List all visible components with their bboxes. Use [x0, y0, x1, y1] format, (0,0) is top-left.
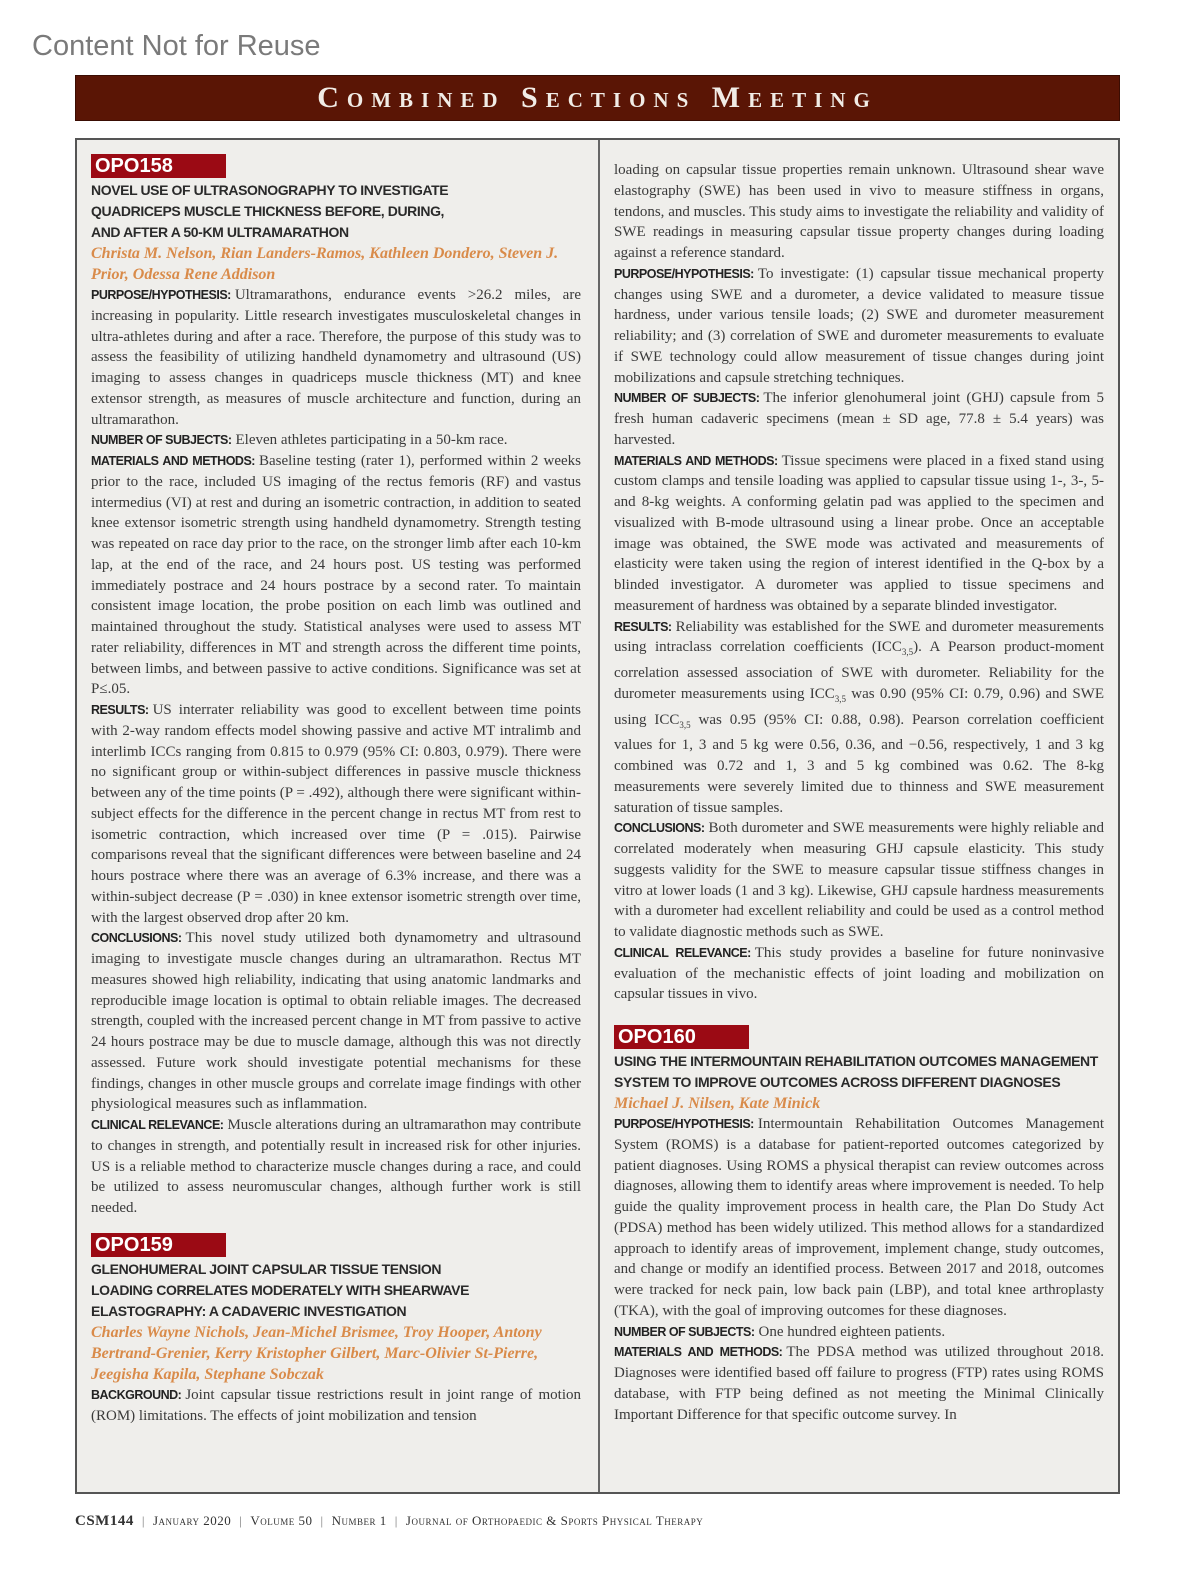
banner-title: Combined Sections Meeting	[317, 81, 878, 114]
section-subjects	[614, 388, 1104, 450]
section-results	[614, 617, 1104, 819]
section-label: CLINICAL RELEVANCE:	[91, 1118, 224, 1132]
section-text: Muscle alterations during an ultramarathon may contribute to changes in strength, and potentially result in increased risk for other injuries. US is a reliable method to characterize muscle changes during a race, and could be utilized to assess neuromuscular changes, although further work is still needed.	[91, 1117, 581, 1216]
section-text: One hundred eighteen patients.	[758, 1323, 946, 1340]
section-label: PURPOSE/HYPOTHESIS:	[614, 1117, 754, 1131]
section-text: ). A Pearson product-moment correlation assessed association of SWE with durometer. Reliability for the durometer measurements using ICC	[614, 639, 1105, 702]
section-label: PURPOSE/HYPOTHESIS:	[614, 266, 754, 281]
column-divider	[598, 140, 600, 1492]
abstract-opo159-cont	[614, 160, 1104, 1005]
section-label: NUMBER OF SUBJECTS:	[614, 1324, 755, 1339]
section-purpose	[91, 285, 581, 430]
section-label: NUMBER OF SUBJECTS:	[614, 391, 760, 406]
section-text: US interrater reliability was good to excellent between time points with 2-way random effects model showing passive and active MT intralimb and interlimb ICCs ranging from 0.815 to 0.979 (95% CI: 0.803, 0.979). There were no significant group or within-subject differences in passive muscle thickness between any of the time points (P = .492), although there were significant within-subject effects for the difference in the percent change in rectus MT from rest to isometric contraction, which increased over time (P = .015). Pairwise comparisons reveal that the significant differences were between baseline and 24 hours postrace where there was an average of 6.3% increase, and there was a within-subject decrease (P = .030) in knee extensor isometric strength over time, with the largest observed drop after 20 km.	[91, 702, 581, 926]
page-number: CSM144	[75, 1513, 134, 1529]
section-label: RESULTS:	[614, 619, 672, 634]
section-label: MATERIALS AND METHODS:	[91, 454, 255, 468]
section-conclusions	[91, 928, 581, 1115]
issue-date: January 2020	[152, 1513, 232, 1528]
section-text: Tissue specimens were placed in a fixed stand using custom clamps and tensile loading was applied to capsular tissue using 1-, 3-, 5- and 8-kg weights. A conforming gelatin pad was applied to the specimen and visualized with B-mode ultrasound using a linear probe. Once an acceptable image was obtained, the SWE mode was activated and measurements of elasticity were taken using the region of interest identified in the Q-box by a blinded investigator. A durometer was applied to tissue specimens and measurement of hardness was obtained by a separate blinded investigator.	[614, 452, 1104, 614]
section-results	[91, 700, 581, 928]
section-label: BACKGROUND:	[91, 1387, 182, 1402]
section-background-continued: loading on capsular tissue properties remain unknown. Ultrasound shear wave elastography (SWE) has been used in vivo to measure stiffness in organs, tendons, and muscles. This study aims to investigate the reliability and validity of SWE readings in measuring capsular tissue property changes during loading against a reference standard.	[614, 162, 1104, 261]
section-label: CONCLUSIONS:	[91, 931, 182, 946]
subscript: 3,5	[679, 719, 691, 730]
section-clinical-relevance	[614, 943, 1104, 1005]
section-label: PURPOSE/HYPOTHESIS:	[91, 288, 231, 302]
section-text: Eleven athletes participating in a 50-km race.	[235, 432, 508, 449]
section-background	[91, 1385, 581, 1427]
section-text: Reliability was established for the SWE and durometer measurements using intraclass correlation coefficients (ICC	[614, 618, 1104, 656]
section-text: Joint capsular tissue restrictions result in joint range of motion (ROM) limitations. The effects of joint mobilization and tension	[91, 1386, 581, 1424]
section-text: To investigate: (1) capsular tissue mechanical property changes using SWE and a durometer, a device validated to measure tissue hardness, under various tensile loads; (2) SWE and durometer measurement reliability; and (3) correlation of SWE and durometer measurements to evaluate if SWE technology could allow measurement of tissue changes during joint mobilizations and capsule stretching techniques.	[614, 265, 1104, 386]
right-column	[614, 160, 1104, 1439]
abstract-title: GLENOHUMERAL JOINT CAPSULAR TISSUE TENSION LOADING CORRELATES MODERATELY WITH SHEARWAVE ELASTOGRAPHY: A CADAVERIC INVESTIGATION	[91, 1260, 470, 1319]
watermark: Content Not for Reuse	[32, 30, 321, 62]
section-label: MATERIALS AND METHODS:	[614, 1345, 783, 1360]
section-methods	[614, 1342, 1104, 1425]
section-label: CLINICAL RELEVANCE:	[614, 945, 751, 960]
volume: Volume 50	[250, 1513, 313, 1528]
section-methods	[91, 451, 581, 700]
section-clinical-relevance	[91, 1115, 581, 1219]
section-text: This novel study utilized both dynamometry and ultrasound imaging to investigate muscle changes during an ultramarathon. Rectus MT measures showed high reliability, indicating that using anatomic landmarks and reproducible image location is optimal to obtain reliable images. The decreased strength, coupled with the increased percent change in MT from passive to active 24 hours postrace may be due to muscle damage, although this was not directly assessed. Future work should investigate potential mechanisms for these findings, changes in other muscle groups and correlate image findings with other physiological measures such as inflammation.	[91, 930, 581, 1113]
abstract-id-badge: OPO160	[614, 1025, 749, 1049]
section-label: NUMBER OF SUBJECTS:	[91, 433, 232, 448]
abstract-opo160	[614, 1025, 1104, 1425]
section-text: Baseline testing (rater 1), performed within 2 weeks prior to the race, included US imaging of the rectus femoris (RF) and vastus intermedius (VI) at rest and during an isometric contraction, in addition to seated knee extensor isometric strength using handheld dynamometry. Strength testing was repeated on race day prior to the race, on the stronger limb after each 10-km lap, at the end of the race, and 24 hours post. US testing was performed immediately postrace and 24 hours postrace by a second rater. To maintain consistent image location, the probe position on each limb was outlined and maintained throughout the study. Statistical analyses were used to assess MT rater reliability, differences in MT and strength across the different time points, between limbs, and between passive to active conditions. Significance was set at P≤.05.	[91, 453, 581, 698]
section-conclusions	[614, 818, 1104, 943]
section-subjects	[91, 430, 581, 451]
abstract-title: NOVEL USE OF ULTRASONOGRAPHY TO INVESTIGATE QUADRICEPS MUSCLE THICKNESS BEFORE, DURING, AND AFTER A 50-KM ULTRAMARATHON	[91, 182, 449, 240]
section-text: Intermountain Rehabilitation Outcomes Management System (ROMS) is a database for patient-reported outcomes categorized by patient diagnoses. Using ROMS a physical therapist can review outcomes across diagnoses, allowing them to identify areas where improvement is needed. To help guide the quality improvement process in health care, the Plan Do Study Act (PDSA) method has been widely utilized. This method allows for a standardized approach to identify areas of improvement, implement change, study outcomes, and change or modify an identified process. Between 2017 and 2018, outcomes were tracked for neck pain, low back pain (LBP), and total knee arthroplasty (TKA), with the goal of improving outcomes for these diagnoses.	[614, 1116, 1104, 1319]
abstract-id-badge: OPO159	[91, 1233, 226, 1257]
section-banner	[75, 75, 1120, 121]
section-text: was 0.95 (95% CI: 0.88, 0.98). Pearson correlation coefficient values for 1, 3 and 5 kg were 0.56, 0.36, and −0.56, respectively, 1 and 3 kg combined was 0.72 and 1, 3 and 5 kg combined was 0.62. The 8-kg measurements were severely limited due to thinness and SWE measurement saturation of tissue samples.	[614, 711, 1104, 816]
section-label: MATERIALS AND METHODS:	[614, 453, 778, 468]
subscript: 3,5	[901, 647, 914, 658]
left-column	[91, 154, 581, 1440]
section-methods	[614, 451, 1104, 617]
section-label: CONCLUSIONS:	[614, 821, 705, 836]
page-footer: CSM144 | January 2020 | Volume 50 | Number 1 | Journal of Orthopaedic & Sports Physical Therapy	[75, 1513, 704, 1529]
section-purpose	[614, 264, 1104, 389]
section-purpose	[614, 1114, 1104, 1322]
section-label: RESULTS:	[91, 703, 149, 717]
section-text: Ultramarathons, endurance events >26.2 miles, are increasing in popularity. Little research investigates musculoskeletal changes in ultra-athletes during and after a race. Therefore, the purpose of this study was to assess the feasibility of utilizing handheld dynamometry and ultrasound (US) imaging to assess changes in quadriceps muscle thickness (MT) and knee extensor strength, as measures of muscle architecture and function, during an ultramarathon.	[91, 287, 581, 428]
abstracts-box	[75, 138, 1120, 1494]
abstract-authors: Charles Wayne Nichols, Jean-Michel Brismee, Troy Hooper, Antony Bertrand-Grenier, Kerry Kristopher Gilbert, Marc-Olivier St-Pierre, Jeegisha Kapila, Stephane Sobczak	[91, 1323, 542, 1383]
section-text: was 0.90 (95% CI: 0.79, 0.96) and SWE using ICC	[614, 685, 1104, 728]
section-subjects	[614, 1322, 1104, 1343]
abstract-id-badge: OPO158	[91, 154, 226, 178]
abstract-opo158	[91, 154, 581, 1219]
abstract-authors: Michael J. Nilsen, Kate Minick	[614, 1095, 821, 1112]
abstract-title: USING THE INTERMOUNTAIN REHABILITATION OUTCOMES MANAGEMENT SYSTEM TO IMPROVE OUTCOMES ACROSS DIFFERENT DIAGNOSES	[614, 1053, 1098, 1090]
section-text: This study provides a baseline for future noninvasive evaluation of the mechanistic effects of joint loading and mobilization on capsular tissues in vivo.	[614, 944, 1104, 1003]
abstract-opo159-start	[91, 1233, 581, 1427]
subscript: 3,5	[834, 693, 847, 704]
section-text: Both durometer and SWE measurements were highly reliable and correlated moderately when measuring GHJ capsule elasticity. This study suggests validity for the SWE to measure capsular tissue stiffness changes in vitro at lower loads (1 and 3 kg). Likewise, GHJ capsule hardness measurements with a durometer had excellent reliability and could be used as a control method to validate diagnostic methods such as SWE.	[614, 820, 1104, 940]
issue-number: Number 1	[331, 1513, 387, 1528]
section-text: The PDSA method was utilized throughout 2018. Diagnoses were identified based off failure to progress (FTP) rates using ROMS database, with FTP being defined as not meeting the Minimal Clinically Important Difference for that specific outcome survey. In	[614, 1344, 1104, 1423]
section-text: The inferior glenohumeral joint (GHJ) capsule from 5 fresh human cadaveric specimens (mean ± SD age, 77.8 ± 5.4 years) was harvested.	[614, 390, 1104, 448]
journal-name: Journal of Orthopaedic & Sports Physical Therapy	[405, 1513, 704, 1528]
abstract-authors: Christa M. Nelson, Rian Landers-Ramos, Kathleen Dondero, Steven J. Prior, Odessa Rene Addison	[91, 245, 559, 283]
